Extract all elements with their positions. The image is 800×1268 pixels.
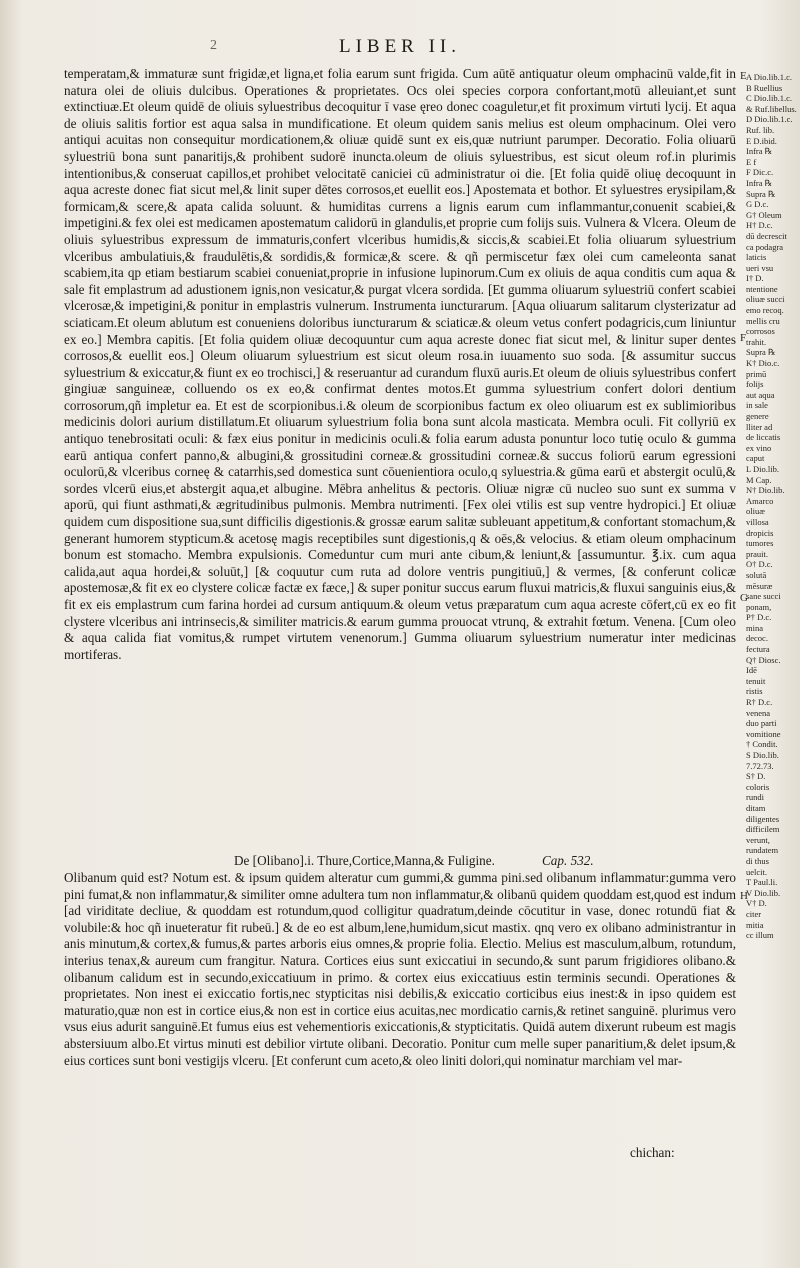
marginal-note: venena (746, 707, 771, 718)
marginal-note: genere (746, 411, 769, 421)
marginal-note: I† D. (746, 273, 764, 284)
marginal-note: corrosos (746, 326, 775, 337)
marginal-note: verunt, (746, 834, 770, 845)
marginal-note: caput (746, 453, 765, 464)
marginal-note: di thus (746, 855, 769, 866)
marginal-note: K† Dio.c. (746, 358, 780, 369)
marginal-note: ca podagra (746, 241, 784, 252)
marginal-note: S† D. (746, 771, 766, 782)
marginal-note: ntentione (746, 283, 778, 294)
marginal-note: prauit. (746, 548, 768, 559)
marginal-note: Infra ℞ (746, 177, 773, 188)
marginal-note: mēsuræ (746, 580, 773, 591)
marginal-note: G† Oleum (746, 209, 782, 220)
marginal-note: D Dio.lib.1.c. (746, 114, 793, 125)
marginal-note: † Condit. (746, 739, 778, 750)
marginal-note: B Ruellius (746, 82, 783, 93)
marginal-note: decoc. (746, 633, 768, 644)
marginal-note: in sale (746, 400, 768, 411)
marginal-note: ponam, (746, 601, 772, 612)
marginal-note: de liccatis (746, 432, 781, 443)
marginal-note: citer (746, 908, 762, 919)
marginal-note: Amarco (746, 495, 774, 506)
marginal-note: dropicis (746, 527, 774, 538)
marginal-note: difficilem (746, 824, 780, 835)
marginal-note: oliuæ succi (746, 294, 785, 305)
marginal-note: G D.c. (746, 199, 769, 210)
marginal-note: primū (746, 368, 767, 379)
page-mark: 2 (210, 38, 217, 53)
chapter-title: De [Olibano].i. Thure,Cortice,Manna,& Fuligine. (234, 853, 495, 868)
margin-letter-f: F (740, 332, 747, 344)
marginal-note: R† D.c. (746, 697, 773, 708)
marginal-note: M Cap. (746, 474, 772, 485)
marginal-note: E D.ibid. (746, 135, 777, 146)
marginal-note: ueri vsu (746, 262, 774, 273)
marginal-note: aut aqua (746, 389, 775, 400)
marginal-note: folijs (746, 379, 764, 390)
marginal-note: H† D.c. (746, 220, 773, 231)
marginal-note: & Ruf.libellus. (746, 103, 797, 114)
margin-letter-e: E (740, 70, 747, 82)
marginal-note: duo parti (746, 718, 777, 729)
running-head: LIBER II. (338, 36, 462, 57)
marginal-note: tenuit (746, 675, 766, 686)
paragraph-olibanum: Olibanum quid est? Notum est. & ipsum quidem alteratur cum gummi,& gumma pini.sed olibanum inflammatur:gumma vero pini fumat,& non inflammatur,& similiter omne adultera tum non inflammatur,& olibanū quidem quoddam est,quod est indum [ad viriditate decliue, & quoddam est rotundum,quod colligitur quadratum,deinde cōcutitur in vase, donec rotundū fiat & volubile:& hoc qñ inueteratur fit rubeū.] & de eo est album,lene,humidum,sicut mastix. qnq vero ex olibano administrantur in anis minutum,& cortex,& fumus,& partes arboris eius omnes,& proprie folia. Electio. Melius est masculum,album, rotundum, interius tenax,& aureum cum frangitur. Natura. Cortices eius sunt exiccatiui in secundo,& sunt parum frigidiores olibano.& olibanum calidum est in secundo,exiccatiuum in primo. & cortex eius exiccatiuus estin terminis secundi. Operationes & proprietates. Non inest ei exiccatio fortis,nec stypticitas nisi debilis,& exiccatio corticibus eius inest:& in ipso quidem est maturatio,quæ non est in cortice eius,& non est in cortice eius acuitas,nec mordicatio carnis,& retinet sanguinē. plurimus vero vsus eius adurit sanguinē.Et fumus eius est vehementioris exiccationis,& stypticitatis. Quidā autem dixerunt rubeum est magis abstersiuum albo.Et virtus minuti est debilior virtute olibani. Decoratio. Ponitur cum melle super panaritium,& delet ipsum,& eius cortices sunt boni vestigijs vlceru. [Et conferunt cum aceto,& oleo liniti dolori,qui nominatur marchiam vel mar- (64, 870, 736, 1068)
marginal-note: oliuæ (746, 506, 765, 517)
marginal-note: fectura (746, 644, 770, 655)
marginal-note: Supra ℞ (746, 347, 776, 358)
marginal-note: ex vino (746, 442, 772, 453)
olibanum-text-block (64, 870, 736, 1069)
marginal-note: 7.72.73. (746, 760, 774, 771)
marginal-note: tumores (746, 538, 774, 549)
marginal-note: P† D.c. (746, 612, 772, 623)
marginal-note: C Dio.lib.1.c. (746, 93, 793, 104)
marginal-note: cc illum (746, 930, 774, 941)
marginal-note: Infra ℞ (746, 146, 773, 157)
marginal-note: E f (746, 156, 757, 167)
chapter-number: Cap. 532. (542, 853, 594, 868)
marginal-note: laticis (746, 252, 767, 263)
marginal-note: lliter ad (746, 421, 773, 432)
marginal-note: V Dio.lib. (746, 887, 781, 898)
paragraph-oliua: temperatam,& immaturæ sunt frigidæ,et ligna,et folia earum sunt frigida. Cum aūtē antiquatur oleum omphacinū valde,fit in natura olei de oliuis dulcibus. Operationes & proprietates. Ocs olei species corpora confortant,motū alleuiant,et sunt extinctiuæ.Et oleum quidē de oliuis syluestribus decoquitur ī vase ęreo donec coaguletur,et fit proximum virtuti lycij. Et aqua de oliuis salitis fortior est aqua salsa in mundificatione. Et oleum quidem sanis melius est oleum omphacinum. Olei vero antiqui acuitas non consequitur mordicationem,& oliuæ quidē sunt ex eis,quæ nutriunt parumper. Decoratio. Folia oliuarū syluestriū bona sunt panaritijs,& prohibent sudorē inuncta.oleum de oliuis syluestribus, est sicut oleum rof.in plurimis intentionibus,& conseruat capillos,et prohibet velocitatē caniciei cū administratur oi die. [Et folia quidē oliuę decoquunt in aqua acreste donec fiat sicut mel,& linit super dētes corrosos,et euellit eos.] Apostemata et bothor. Et syluestres erysipilam,& formicam,& scere,& apata calida soluunt. & humiditas currens a lignis earum cum inflammantur,conuenit scabiei,& impetigini.& fex olei est medicamen apostematum calidorū in glandulis,et proprie cum folijs suis. Vulnera & Vlcera. Oleum de oliuis syluestribus expressum de immaturis,confert vlceribus humidis,& siccis,& scabiei.Et folia oliuarum syluestrium vlceribus ambulatiuis,& fraudulētis,& sordidis,& formicæ,& scere. & qñ permiscetur fæx olei cum cameleonta sanat scabiem,ita qp etiam bestiarum scabiei conueniat,proprie in infusione lupinorum.Cum ex oliuis de aqua conditis cum aqua & sale fit emplastrum ad adustionem ignis,non vesicatur,& purgat vlcera sordida. [Et gumma oliuarum syluestriū confert scabiei vlcerosæ,& impetigini,& ponitur in emplastris vulnerum. Instrumenta iuncturarum. [Aqua oliuarum salitarum clysterizatur ad sciaticam.Et oleum ablutum est conueniens doloribus iuncturarum & sciaticæ.& oleum vetus confert podagricis,cum liniuntur ex eo.] Membra capitis. [Et folia quidem oliuæ decoquuntur cum aqua acreste donec fiat sicut mel, & linitur super dentes corrosos,& euellit eos.] Oleum oliuarum syluestrium est sicut oleum rosa.in iuuamento suo soda. [& assumitur succus syluestrium & exiccatur,& fiunt ex eo trochisci,] & reseruantur ad curandum fluxū auris.Et oleum de oliuis syluestribus confert gingiuæ sanguineæ, colluendo os ex eo,& confirmat dentes motos.Et gumma syluestrium confert dolori dentium corrosorum,qñ impletur ea. Et est de scorpionibus.i.& oleum de scorpionibus factum ex oleo oliuarum est ex sublimioribus medicinis dolori aurium distillatum.Et oliuarum syluestrium folia bona sunt alcola masticata. Membra oculi. Fit collyriū ex antiquo tenebrositati oculi: & fæx eius ponitur in medicinis oculi.& folia earum adusta ponuntur loco tutię oculo & gumma earū antiqua confert panno,& albugini,& grossitudini corneæ.& grossitudini corneæ.& succus foliorū earum egressioni oculorū,& vlceribus corneę & catarrhis,sed domestica sunt cōuenientiora oculo,q syluestria.& gūma earū et abstergit oculū,& sordes vlcerū eius,et abstergit aqua,et albugine. Mēbra anhelitus & pectoris. Oliuæ nigræ cū nucleo suo sunt ex summa v aporū, qui fiunt asthmati,& ægritudinibus pulmonis. Membra nutrimenti. [Fex olei vtilis est sup ventre hydropici.] Et oliuæ quidem cum dispositione sua,sunt difficilis digestionis.& grossæ earum salitæ subleuant appetitum,& confortant stomachum,& generant humorem stypticum.& acetosę magis receptibiles sunt digestionis,q & oēs,& velocius. & etiam oleum omphacinum bonum est stomacho. Membra expulsionis. Comeduntur cum muri ante cibum,& leniunt,& [assumuntur. ℥.ix. cum aqua calida,aut aqua hordei,& soluūt,] [& coquutur cum ruta ad dolore ventris pungitiuū,] & vermes, [& conferunt colicæ apostemosæ,& fit ex eo clystere colicæ factæ ex fæce,] & super ponitur succus earum fluxui matricis,& fluxui sanguinis eius,& fit ex eis emplastrum cum farina hordei ad cursum antiquum.& oleum vetus præparatum cum aqua acreste cōfert,cū ex eo fit clystere vlceribus ani intrinsecis,& similiter matricis.& earum gumma prouocat vtrunq, & extrahit fœtum. Venena. [Cum oleo & aqua calida fiat vomitus,& rumpet virtutem venenorum.] Gumma oliuarum syluestrium numeratur inter medicinas mortiferas. (64, 66, 736, 662)
marginal-note: S Dio.lib. (746, 750, 779, 760)
marginal-note: sane succi (746, 591, 781, 602)
marginal-note: trahit. (746, 336, 767, 347)
marginal-note: mellis cru (746, 315, 780, 326)
catchword: chichan: (630, 1145, 675, 1160)
main-text-block (64, 66, 736, 663)
marginal-note: Idē (746, 665, 757, 676)
marginal-note: mitia (746, 919, 764, 930)
marginal-note: uelcit. (746, 866, 768, 877)
marginal-note: rundi (746, 792, 764, 803)
margin-letter-h: H (740, 890, 748, 902)
marginal-note: Ruf. lib. (746, 124, 775, 135)
marginalia-column (746, 72, 800, 941)
marginal-note: vomitione (746, 728, 781, 739)
marginal-note: O† D.c. (746, 559, 773, 570)
marginal-note: solutā (746, 569, 767, 580)
marginal-note: Supra ℞ (746, 188, 776, 199)
marginal-note: L Dio.lib. (746, 463, 779, 474)
marginal-note: ristis (746, 686, 763, 697)
marginal-note: villosa (746, 516, 769, 527)
marginal-note: coloris (746, 781, 770, 792)
marginal-note: dū decrescit (746, 230, 787, 241)
marginal-note: T Paul.li. (746, 877, 778, 888)
marginal-note: A Dio.lib.1.c. (746, 72, 793, 82)
marginal-note: V† D. (746, 898, 767, 909)
marginal-note: diligentes (746, 813, 780, 824)
marginal-note: F Dic.c. (746, 167, 774, 178)
marginal-note: Q† Diosc. (746, 654, 781, 665)
marginal-note: N† Dio.lib. (746, 485, 785, 496)
margin-letter-g: G (740, 592, 748, 604)
marginal-note: mina (746, 622, 763, 633)
marginal-note: rundatem (746, 845, 779, 856)
marginal-note: ditam (746, 802, 766, 813)
marginal-note: emo recoq. (746, 305, 784, 316)
